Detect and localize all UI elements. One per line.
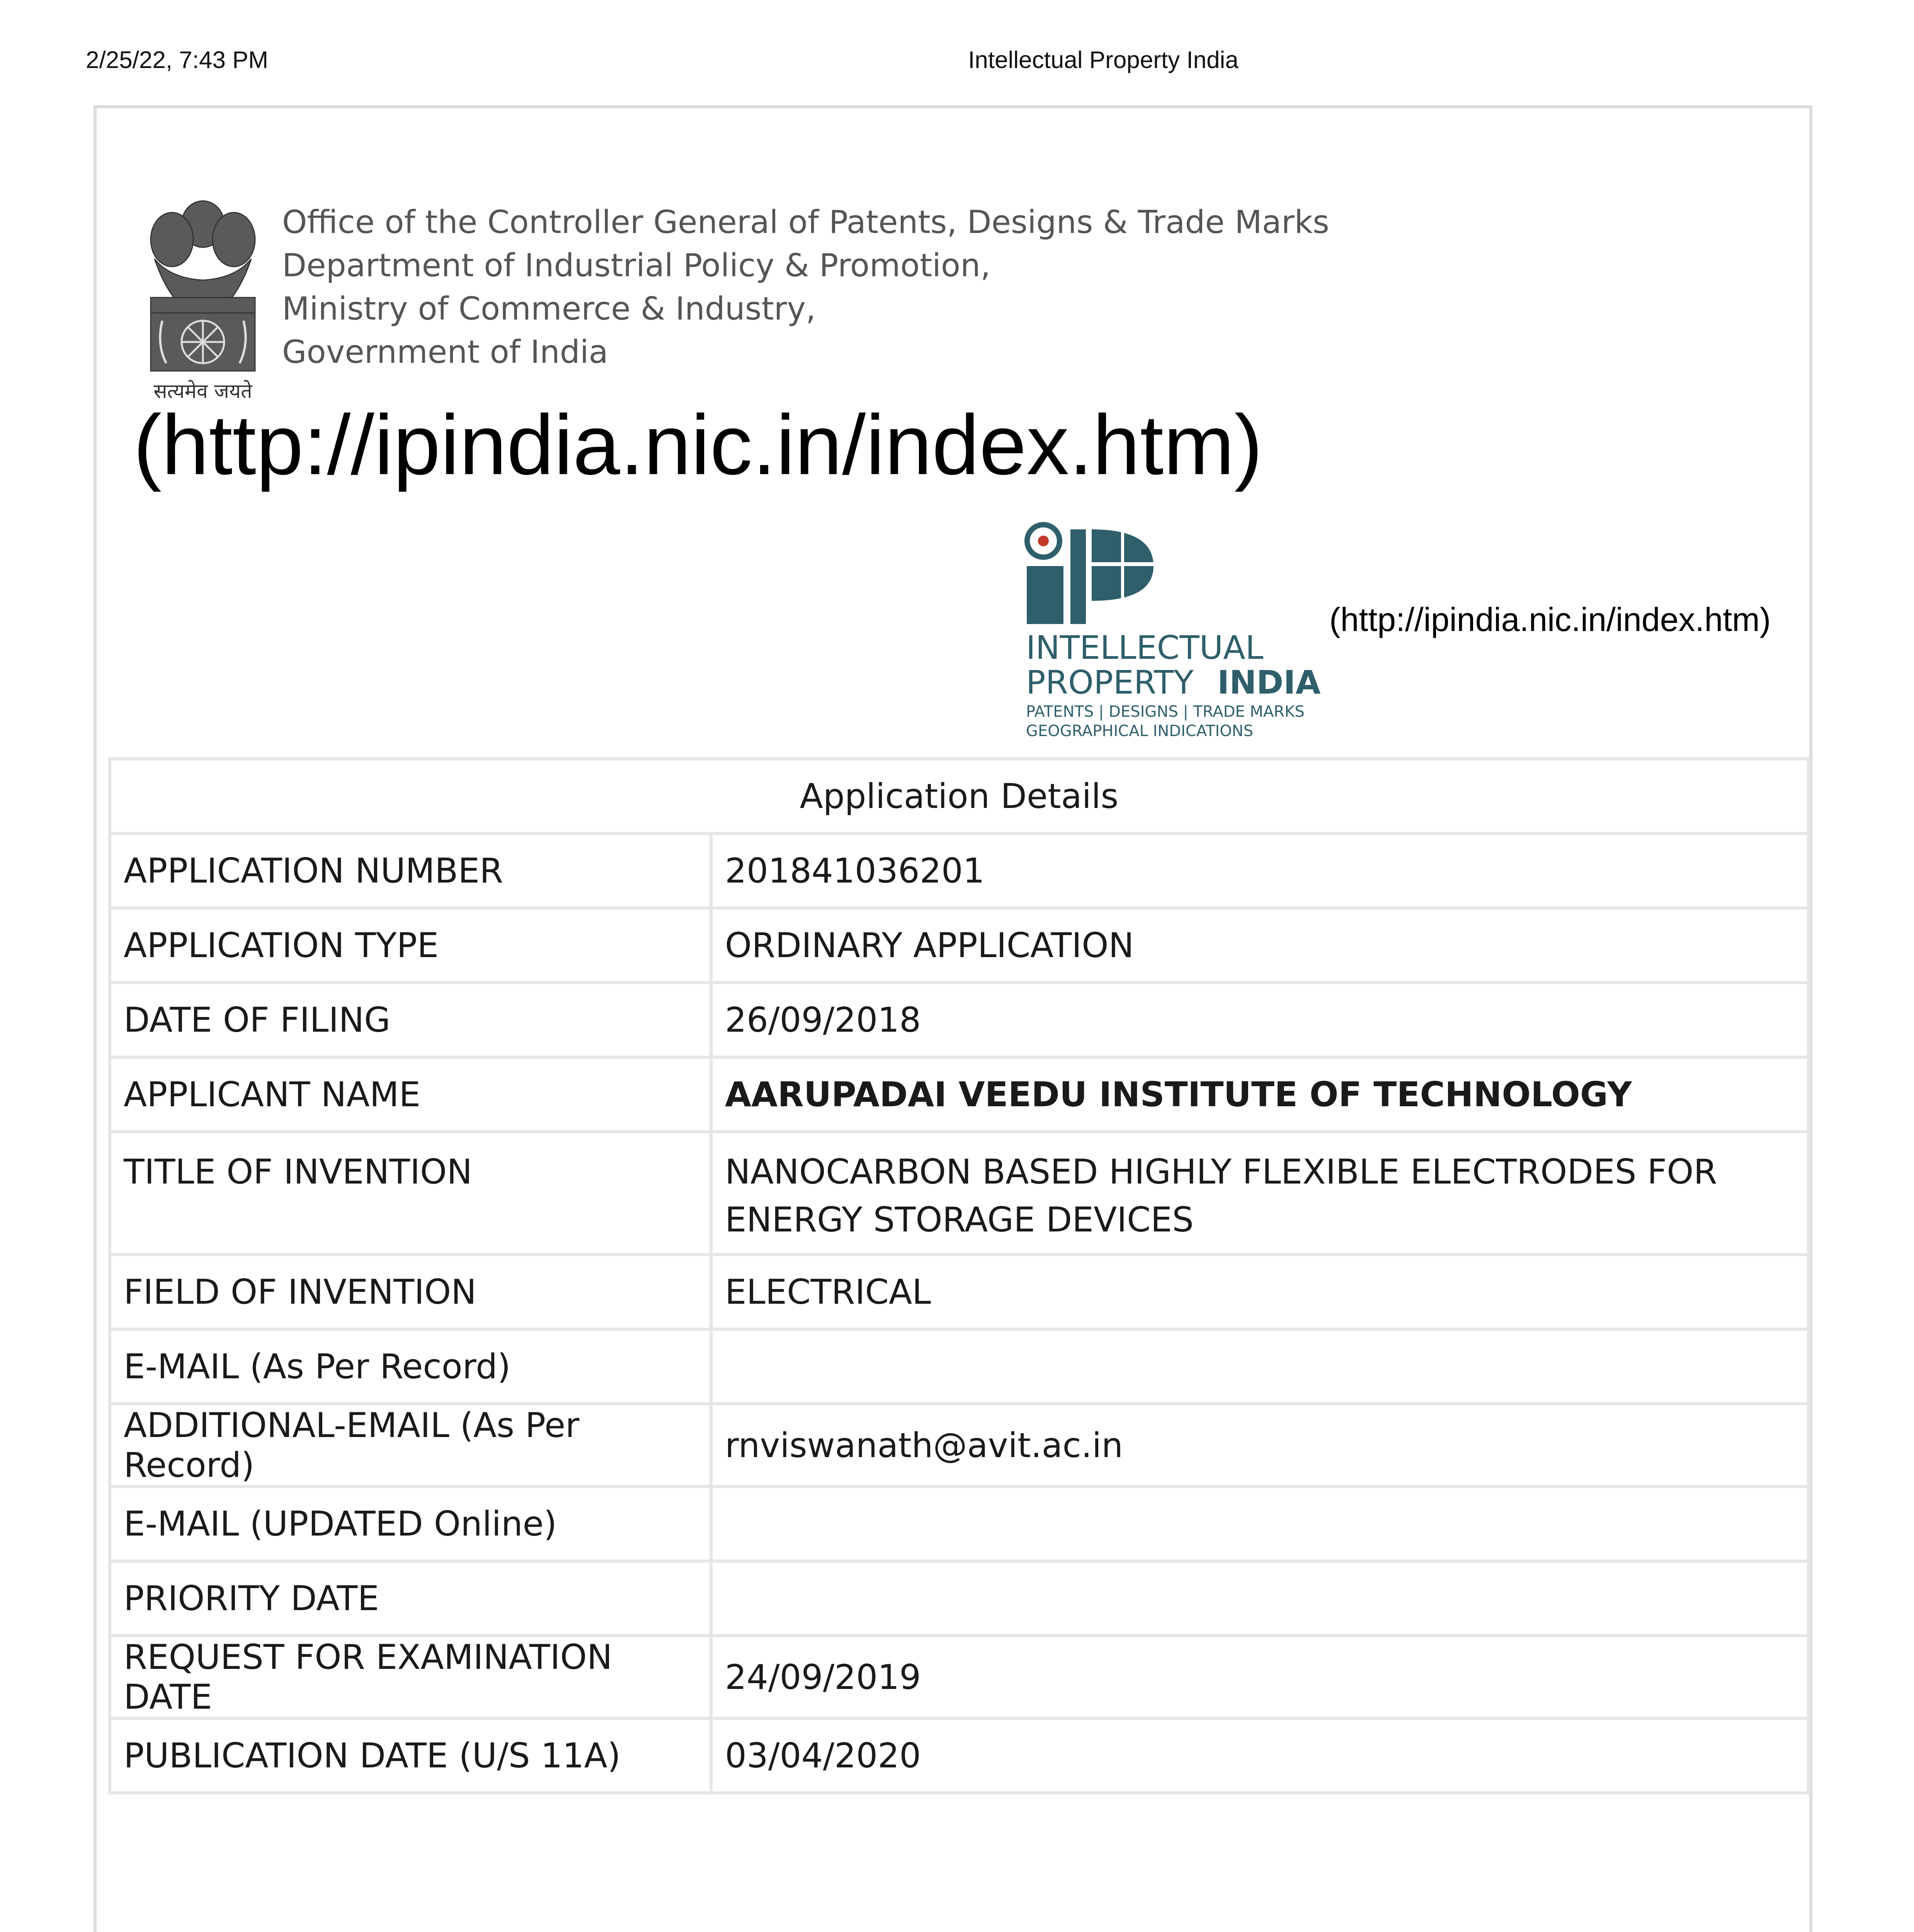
- table-row: [110, 1404, 1809, 1486]
- table-header-row: [110, 759, 1809, 833]
- detail-value: 03/04/2020: [711, 1718, 1809, 1793]
- logo-text-line: INDIA: [1217, 663, 1321, 701]
- ip-india-logo-icon[interactable]: [1022, 518, 1331, 750]
- print-header: [0, 46, 1914, 77]
- detail-label: FIELD OF INVENTION: [110, 1255, 711, 1329]
- detail-value: AARUPADAI VEEDU INSTITUTE OF TECHNOLOGY: [711, 1057, 1809, 1132]
- detail-label: APPLICATION TYPE: [110, 908, 711, 983]
- ipindia-logo-link[interactable]: (http://ipindia.nic.in/index.htm): [1329, 601, 1771, 638]
- national-emblem-icon[interactable]: [139, 182, 267, 406]
- detail-value: ELECTRICAL: [711, 1255, 1809, 1329]
- office-line: Office of the Controller General of Patents, Designs & Trade Marks: [282, 204, 1329, 241]
- table-row: [110, 1132, 1809, 1255]
- detail-label: APPLICATION NUMBER: [110, 833, 711, 908]
- table-row: [110, 1255, 1809, 1329]
- table-row: [110, 908, 1809, 983]
- detail-value: 26/09/2018: [711, 983, 1809, 1057]
- detail-label: E-MAIL (As Per Record): [110, 1329, 711, 1404]
- logo-text-line: GEOGRAPHICAL INDICATIONS: [1026, 722, 1254, 740]
- table-row: [110, 1486, 1809, 1561]
- detail-label: PRIORITY DATE: [110, 1561, 711, 1636]
- application-details-heading: Application Details: [110, 759, 1809, 833]
- detail-value: [711, 1329, 1809, 1404]
- office-name-block: [282, 201, 1329, 374]
- detail-label: E-MAIL (UPDATED Online): [110, 1486, 711, 1561]
- detail-value: ORDINARY APPLICATION: [711, 908, 1809, 983]
- detail-label: ADDITIONAL-EMAIL (As Per Record): [110, 1404, 711, 1486]
- detail-value: rnviswanath@avit.ac.in: [711, 1404, 1809, 1486]
- detail-value: [711, 1561, 1809, 1636]
- detail-label: REQUEST FOR EXAMINATION DATE: [110, 1636, 711, 1718]
- print-page-title: Intellectual Property India: [968, 47, 1239, 73]
- logo-text-line: INTELLECTUAL: [1026, 629, 1264, 667]
- detail-label: PUBLICATION DATE (U/S 11A): [110, 1718, 711, 1793]
- detail-label: DATE OF FILING: [110, 983, 711, 1057]
- detail-value: NANOCARBON BASED HIGHLY FLEXIBLE ELECTRODES FOR ENERGY STORAGE DEVICES: [711, 1132, 1809, 1255]
- table-row: [110, 1561, 1809, 1636]
- office-line: Ministry of Commerce & Industry,: [282, 291, 816, 327]
- detail-label: APPLICANT NAME: [110, 1057, 711, 1132]
- detail-value: 201841036201: [711, 833, 1809, 908]
- table-row: [110, 833, 1809, 908]
- table-row: [110, 1057, 1809, 1132]
- logo-text-line: PATENTS | DESIGNS | TRADE MARKS: [1026, 703, 1305, 721]
- emblem-motto: सत्यमेव जयते: [153, 380, 252, 403]
- table-row: [110, 1329, 1809, 1404]
- detail-value: [711, 1486, 1809, 1561]
- print-datetime: 2/25/22, 7:43 PM: [86, 47, 269, 73]
- detail-value: 24/09/2019: [711, 1636, 1809, 1718]
- logo-text-line: PROPERTY: [1026, 663, 1194, 701]
- application-details-table: [108, 757, 1810, 1794]
- office-line: Department of Industrial Policy & Promotion,: [282, 247, 991, 284]
- office-line: Government of India: [282, 334, 608, 371]
- ipindia-home-link[interactable]: (http://ipindia.nic.in/index.htm): [133, 397, 1263, 492]
- table-row: [110, 1636, 1809, 1718]
- table-row: [110, 1718, 1809, 1793]
- table-row: [110, 983, 1809, 1057]
- detail-label: TITLE OF INVENTION: [110, 1132, 711, 1255]
